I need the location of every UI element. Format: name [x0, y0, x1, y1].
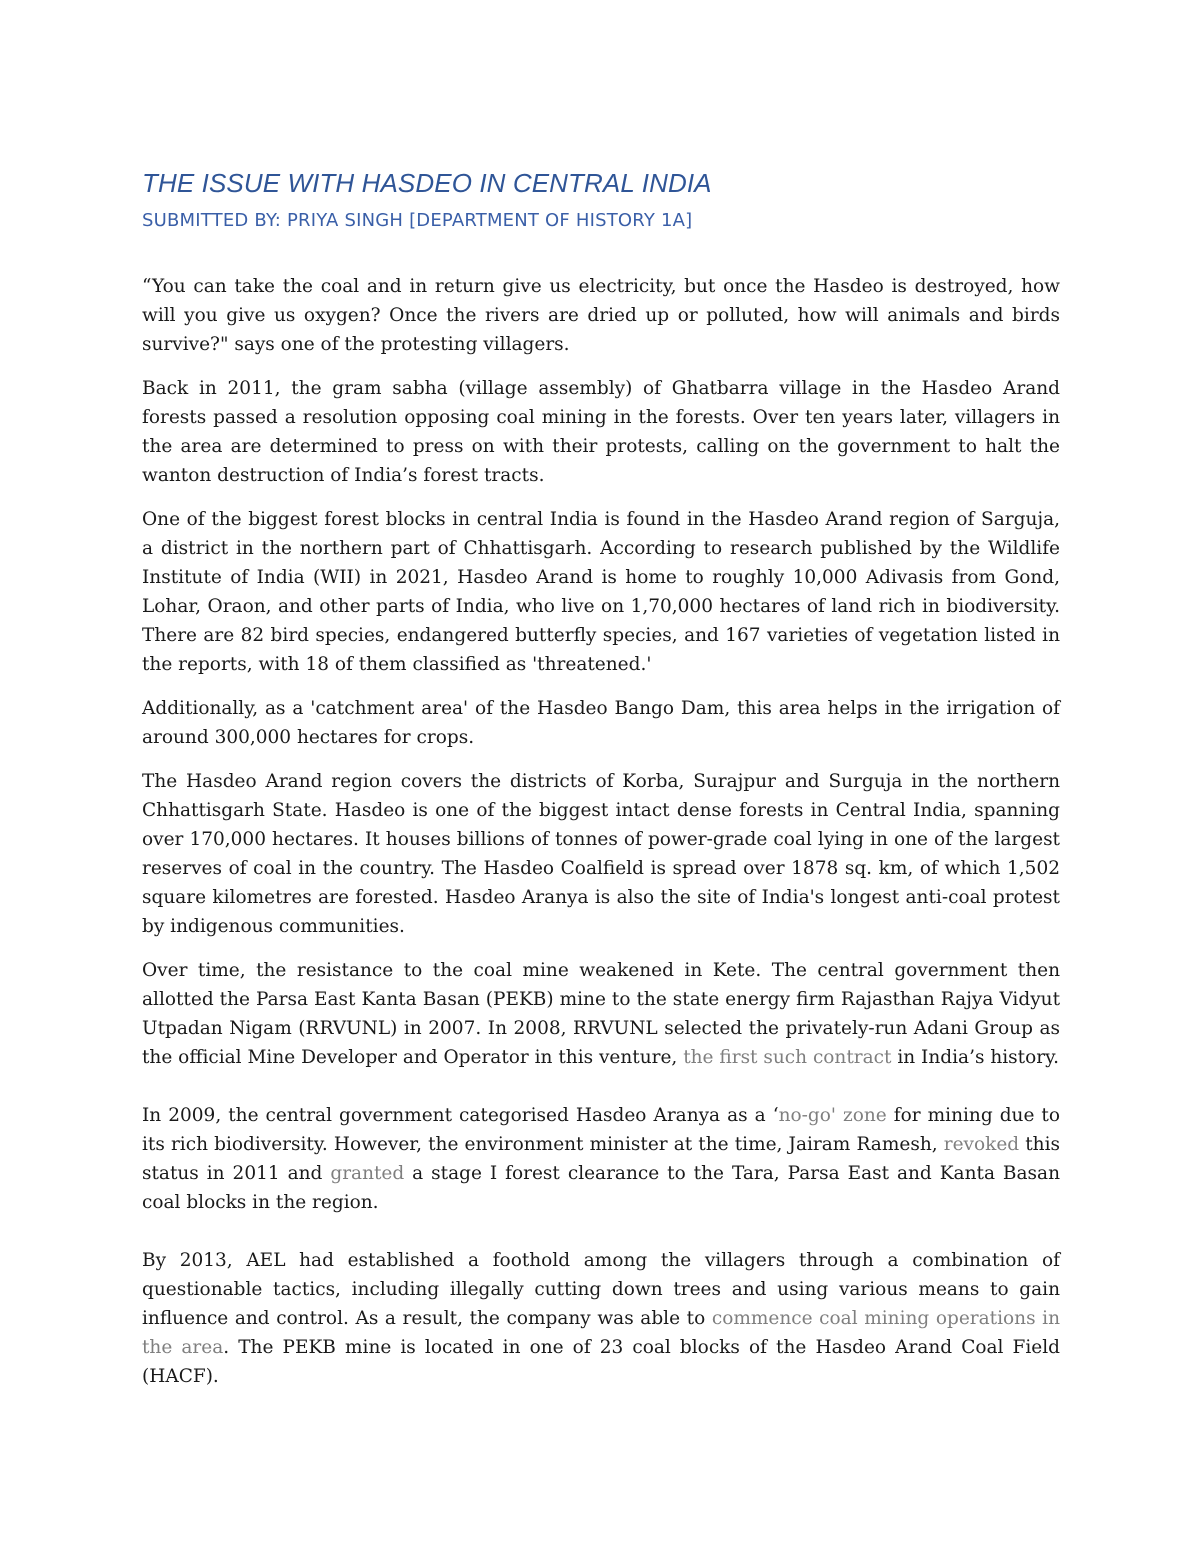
paragraph-hasdeo-region: The Hasdeo Arand region covers the districts of Korba, Surajpur and Surguja in the northern Chhattisgarh State. Hasdeo is one of the biggest intact dense forests in Central India, spanning over 170,000 hectares. It houses billions of tonnes of power-grade coal lying in one of the largest reserves of coal in the country. The Hasdeo Coalfield is spread over 1878 sq. km, of which 1,502 square kilometres are forested. Hasdeo Aranya is also the site of India's longest anti-coal protest by indigenous communities.	[142, 771, 1060, 937]
revoked-link[interactable]: revoked	[943, 1134, 1020, 1155]
document-title: THE ISSUE WITH HASDEO IN CENTRAL INDIA	[142, 168, 712, 198]
no-go-zone-link[interactable]: no-go' zone	[778, 1105, 887, 1126]
document-content	[142, 166, 1060, 1406]
paragraph-catchment-area: Additionally, as a 'catchment area' of the Hasdeo Bango Dam, this area helps in the irrigation of around 300,000 hectares for crops.	[142, 698, 1060, 748]
paragraph-text: In 2009, the central government categorised Hasdeo Aranya as a ‘	[142, 1105, 779, 1126]
paragraph-text: for mining due to its rich biodiversity. However, the environment minister at the time, Jairam Ramesh,	[142, 1105, 1060, 1155]
paragraph-text: . The PEKB mine is located in one of 23 coal blocks of the Hasdeo Arand Coal Field (HACF).	[142, 1337, 1060, 1387]
paragraph-forest-blocks: One of the biggest forest blocks in central India is found in the Hasdeo Arand region of Sarguja, a district in the northern part of Chhattisgarh. According to research published by the Wildlife Institute of India (WII) in 2021, Hasdeo Arand is home to roughly 10,000 Adivasis from Gond, Lohar, Oraon, and other parts of India, who live on 1,70,000 hectares of land rich in biodiversity. There are 82 bird species, endangered butterfly species, and 167 varieties of vegetation listed in the reports, with 18 of them classified as 'threatened.'	[142, 509, 1060, 675]
paragraph-no-go-zone	[142, 1101, 1060, 1217]
paragraph-quote: “You can take the coal and in return give us electricity, but once the Hasdeo is destroyed, how will you give us oxygen? Once the rivers are dried up or polluted, how will animals and birds survive?" says one of the protesting villagers.	[142, 276, 1060, 355]
paragraph-text: in India’s history.	[891, 1047, 1059, 1068]
granted-link[interactable]: granted	[330, 1163, 405, 1184]
paragraph-gram-sabha: Back in 2011, the gram sabha (village assembly) of Ghatbarra village in the Hasdeo Arand forests passed a resolution opposing coal mining in the forests. Over ten years later, villagers in the area are determined to press on with their protests, calling on the government to halt the wanton destruction of India’s forest tracts.	[142, 378, 1060, 486]
paragraph-pekb-mine	[142, 956, 1060, 1072]
paragraph-text: By 2013, AEL had established a foothold among the villagers through a combination of questionable tactics, including illegally cutting down trees and using various means to gain influence and control. As a result, the company was able to	[142, 1250, 1060, 1329]
first-contract-link[interactable]: the first such contract	[683, 1047, 892, 1068]
paragraph-text: this status in 2011 and	[142, 1134, 1060, 1184]
paragraph-ael-foothold	[142, 1246, 1060, 1391]
paragraph-text: Over time, the resistance to the coal mine weakened in Kete. The central government then allotted the Parsa East Kanta Basan (PEKB) mine to the state energy firm Rajasthan Rajya Vidyut Utpadan Nigam (RRVUNL) in 2007. In 2008, RRVUNL selected the privately-run Adani Group as the official Mine Developer and Operator in this venture,	[142, 960, 1060, 1068]
coal-mining-operations-link[interactable]: commence coal mining operations in the area	[142, 1308, 1061, 1358]
document-subtitle: SUBMITTED BY: PRIYA SINGH [DEPARTMENT OF HISTORY 1A]	[142, 210, 693, 231]
document-body	[142, 272, 1060, 1391]
paragraph-text: a stage I forest clearance to the Tara, Parsa East and Kanta Basan coal blocks in the region.	[142, 1163, 1060, 1213]
